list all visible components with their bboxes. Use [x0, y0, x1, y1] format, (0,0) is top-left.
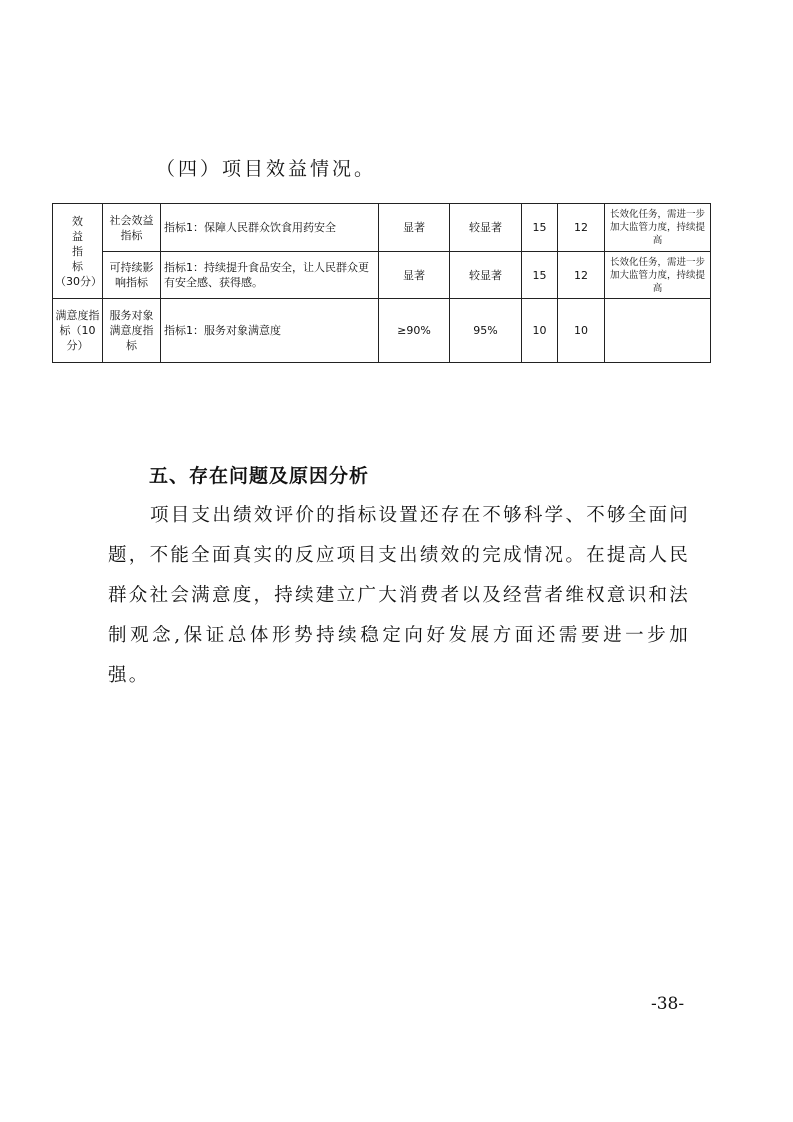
target-cell: 显著: [379, 252, 450, 299]
weight-cell: 15: [522, 204, 558, 252]
indicator-cell: 指标1：持续提升食品安全，让人民群众更有安全感、获得感。: [161, 252, 379, 299]
performance-table: [52, 203, 711, 363]
category-cell: 效 益 指 标 （30分）: [53, 204, 103, 299]
table-row: [53, 252, 711, 299]
indicator-cell: 指标1：保障人民群众饮食用药安全: [161, 204, 379, 252]
table-row: [53, 299, 711, 363]
subcategory-cell: 服务对象满意度指标: [103, 299, 161, 363]
note-cell: [605, 299, 711, 363]
section-heading: 五、存在问题及原因分析: [149, 465, 370, 487]
target-cell: ≥90%: [379, 299, 450, 363]
subcategory-cell: 可持续影响指标: [103, 252, 161, 299]
score-cell: 12: [558, 252, 605, 299]
table-row: [53, 204, 711, 252]
score-cell: 10: [558, 299, 605, 363]
category-cell: 满意度指标（10分）: [53, 299, 103, 363]
actual-cell: 较显著: [450, 204, 522, 252]
score-cell: 12: [558, 204, 605, 252]
subcategory-cell: 社会效益指标: [103, 204, 161, 252]
note-cell: 长效化任务，需进一步加大监管力度，持续提高: [605, 204, 711, 252]
note-cell: 长效化任务，需进一步加大监管力度，持续提高: [605, 252, 711, 299]
target-cell: 显著: [379, 204, 450, 252]
page-number: -38-: [651, 994, 685, 1014]
body-paragraph: 项目支出绩效评价的指标设置还存在不够科学、不够全面问题，不能全面真实的反应项目支出绩效的完成情况。在提高人民群众社会满意度，持续建立广大消费者以及经营者维权意识和法制观念,保证总体形势持续稳定向好发展方面还需要进一步加强。: [108, 505, 690, 686]
weight-cell: 15: [522, 252, 558, 299]
actual-cell: 较显著: [450, 252, 522, 299]
section-subheading: （四）项目效益情况。: [156, 158, 377, 180]
weight-cell: 10: [522, 299, 558, 363]
actual-cell: 95%: [450, 299, 522, 363]
indicator-cell: 指标1：服务对象满意度: [161, 299, 379, 363]
